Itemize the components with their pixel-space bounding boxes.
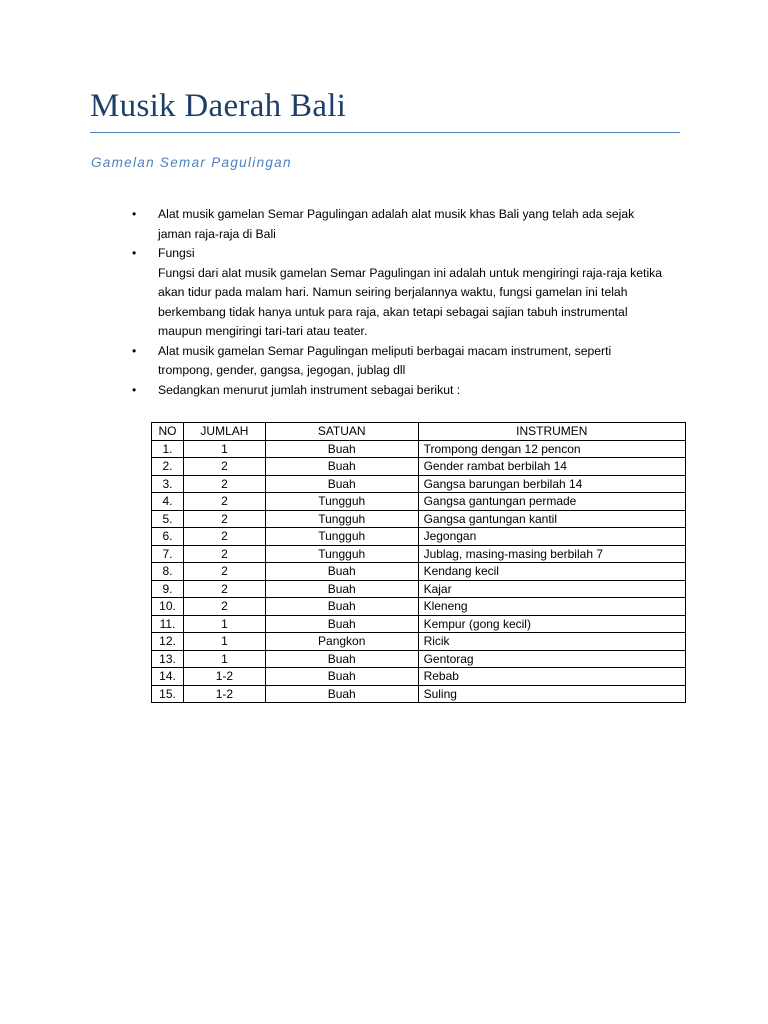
cell-satuan: Buah (265, 563, 418, 581)
header-jumlah: JUMLAH (183, 423, 265, 441)
bullet-item (130, 244, 690, 342)
bullet-icon: • (132, 207, 137, 221)
instrument-table (151, 422, 686, 703)
cell-instrumen: Gentorag (418, 650, 685, 668)
cell-jumlah: 1 (183, 650, 265, 668)
cell-no: 11. (152, 615, 184, 633)
cell-satuan: Buah (265, 685, 418, 703)
cell-jumlah: 2 (183, 563, 265, 581)
cell-instrumen: Kleneng (418, 598, 685, 616)
bullet-line: Fungsi dari alat musik gamelan Semar Pagulingan ini adalah untuk mengiringi raja-raja ketika (158, 265, 663, 280)
cell-no: 4. (152, 493, 184, 511)
cell-instrumen: Suling (418, 685, 685, 703)
cell-instrumen: Kendang kecil (418, 563, 685, 581)
cell-jumlah: 2 (183, 598, 265, 616)
table-row (152, 458, 686, 476)
table-row (152, 685, 686, 703)
cell-satuan: Buah (265, 440, 418, 458)
cell-satuan: Buah (265, 458, 418, 476)
cell-instrumen: Jublag, masing-masing berbilah 7 (418, 545, 685, 563)
cell-instrumen: Gangsa gantungan permade (418, 493, 685, 511)
table-row (152, 598, 686, 616)
cell-no: 7. (152, 545, 184, 563)
cell-jumlah: 2 (183, 458, 265, 476)
cell-satuan: Tungguh (265, 493, 418, 511)
cell-jumlah: 2 (183, 493, 265, 511)
bullet-item (130, 381, 690, 401)
table-body (152, 440, 686, 703)
bullet-line: Sedangkan menurut jumlah instrument sebagai berikut : (158, 382, 461, 397)
cell-no: 8. (152, 563, 184, 581)
cell-jumlah: 2 (183, 475, 265, 493)
bullet-item (130, 205, 690, 244)
cell-instrumen: Gangsa gantungan kantil (418, 510, 685, 528)
cell-no: 15. (152, 685, 184, 703)
bullet-line: Fungsi (158, 246, 195, 260)
table-row (152, 633, 686, 651)
page-title: Musik Daerah Bali (90, 88, 347, 124)
cell-no: 6. (152, 528, 184, 546)
bullet-icon: • (132, 343, 137, 358)
cell-instrumen: Gangsa barungan berbilah 14 (418, 475, 685, 493)
cell-satuan: Tungguh (265, 545, 418, 563)
bullet-item (130, 342, 690, 381)
bullet-line: Alat musik gamelan Semar Pagulingan adalah alat musik khas Bali yang telah ada sejak (158, 207, 635, 221)
bullet-icon: • (132, 382, 137, 397)
table-row (152, 580, 686, 598)
bullet-list (130, 205, 690, 400)
table-row (152, 528, 686, 546)
cell-jumlah: 1 (183, 440, 265, 458)
cell-no: 3. (152, 475, 184, 493)
table-header-row (152, 423, 686, 441)
cell-jumlah: 1-2 (183, 685, 265, 703)
cell-jumlah: 2 (183, 545, 265, 563)
bullet-icon: • (132, 246, 137, 260)
cell-satuan: Pangkon (265, 633, 418, 651)
cell-satuan: Buah (265, 668, 418, 686)
table-row (152, 440, 686, 458)
cell-instrumen: Gender rambat berbilah 14 (418, 458, 685, 476)
cell-jumlah: 2 (183, 580, 265, 598)
cell-no: 9. (152, 580, 184, 598)
table-row (152, 668, 686, 686)
cell-satuan: Buah (265, 580, 418, 598)
table-row (152, 510, 686, 528)
cell-no: 13. (152, 650, 184, 668)
table-row (152, 493, 686, 511)
cell-jumlah: 1 (183, 615, 265, 633)
table-row (152, 615, 686, 633)
cell-jumlah: 1 (183, 633, 265, 651)
bullet-line: Alat musik gamelan Semar Pagulingan meliputi berbagai macam instrument, seperti (158, 343, 612, 358)
title-divider (90, 132, 680, 133)
subtitle: Gamelan Semar Pagulingan (91, 155, 292, 170)
bullet-line: trompong, gender, gangsa, jegogan, jublag dll (158, 363, 406, 377)
cell-jumlah: 2 (183, 510, 265, 528)
cell-satuan: Tungguh (265, 510, 418, 528)
cell-satuan: Tungguh (265, 528, 418, 546)
bullet-line: berkembang tidak hanya untuk para raja, akan tetapi sebagai sajian tabuh instrumental (158, 304, 628, 319)
cell-satuan: Buah (265, 650, 418, 668)
cell-instrumen: Jegongan (418, 528, 685, 546)
cell-jumlah: 2 (183, 528, 265, 546)
cell-instrumen: Kajar (418, 580, 685, 598)
cell-instrumen: Trompong dengan 12 pencon (418, 440, 685, 458)
table-row (152, 475, 686, 493)
cell-no: 12. (152, 633, 184, 651)
cell-no: 5. (152, 510, 184, 528)
cell-no: 10. (152, 598, 184, 616)
cell-no: 14. (152, 668, 184, 686)
bullet-line: akan tidur pada malam hari. Namun seiring berjalannya waktu, fungsi gamelan ini telah (158, 285, 628, 299)
cell-no: 1. (152, 440, 184, 458)
header-satuan: SATUAN (265, 423, 418, 441)
cell-no: 2. (152, 458, 184, 476)
cell-satuan: Buah (265, 615, 418, 633)
cell-instrumen: Rebab (418, 668, 685, 686)
cell-instrumen: Ricik (418, 633, 685, 651)
cell-jumlah: 1-2 (183, 668, 265, 686)
header-no: NO (152, 423, 184, 441)
table-row (152, 545, 686, 563)
bullet-line: maupun mengiringi tari-tari atau teater. (158, 324, 368, 338)
header-instrumen: INSTRUMEN (418, 423, 685, 441)
table-row (152, 650, 686, 668)
cell-satuan: Buah (265, 475, 418, 493)
bullet-line: jaman raja-raja di Bali (158, 226, 276, 241)
cell-satuan: Buah (265, 598, 418, 616)
cell-instrumen: Kempur (gong kecil) (418, 615, 685, 633)
table-row (152, 563, 686, 581)
